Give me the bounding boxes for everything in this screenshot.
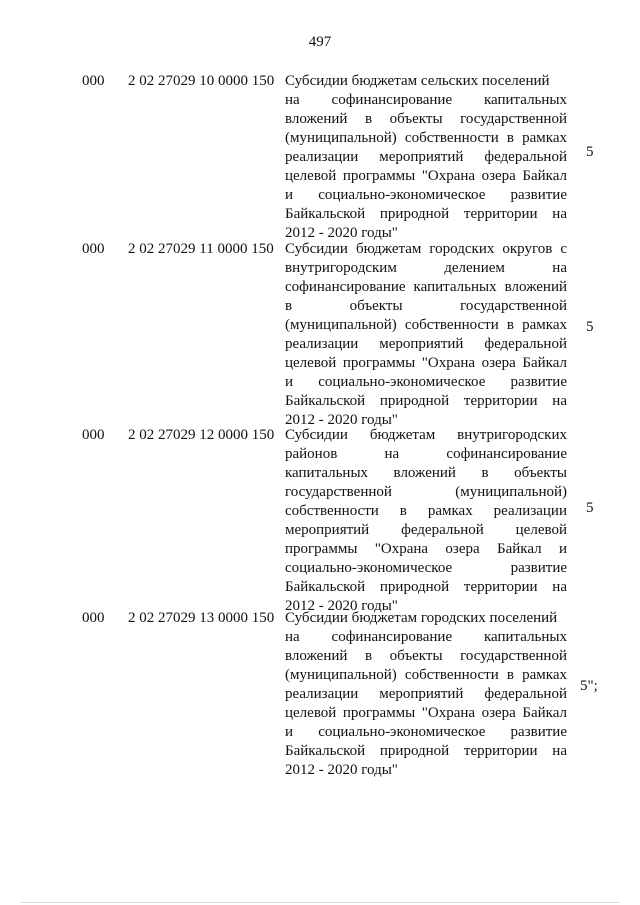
- description-line: государственной (муниципальной): [285, 484, 567, 500]
- income-description: [285, 609, 567, 780]
- description-line: вложений в объекты государственной: [285, 648, 567, 664]
- admin-code: 000: [82, 610, 105, 626]
- budget-classification-code: 2 02 27029 10 0000 150: [128, 73, 275, 89]
- description-line: Субсидии бюджетам городских поселений: [285, 610, 558, 626]
- description-line: софинансирование капитальных вложений: [285, 279, 567, 295]
- description-line: капитальных вложений в объекты: [285, 465, 567, 481]
- description-line: собственности в рамках реализации: [285, 503, 567, 519]
- description-line: Байкальской природной территории на: [285, 579, 567, 595]
- description-line: целевой программы "Охрана озера Байкал: [285, 168, 567, 184]
- description-line: реализации мероприятий федеральной: [285, 336, 567, 352]
- amount-value: 5: [586, 144, 594, 160]
- amount-value: 5: [586, 319, 594, 335]
- description-line: 2012 - 2020 годы": [285, 412, 398, 428]
- table-row: [0, 426, 640, 616]
- description-line: и социально-экономическое развитие: [285, 724, 567, 740]
- amount-value: 5: [586, 500, 594, 516]
- income-description: [285, 426, 567, 616]
- description-line: Субсидии бюджетам сельских поселений: [285, 73, 550, 89]
- description-line: Байкальской природной территории на: [285, 206, 567, 222]
- description-line: и социально-экономическое развитие: [285, 187, 567, 203]
- page-edge-divider: [20, 902, 620, 903]
- description-line: в объекты государственной: [285, 298, 567, 314]
- description-line: реализации мероприятий федеральной: [285, 686, 567, 702]
- amount-value: 5";: [580, 678, 598, 694]
- description-line: (муниципальной) собственности в рамках: [285, 667, 567, 683]
- description-line: целевой программы "Охрана озера Байкал: [285, 705, 567, 721]
- description-line: вложений в объекты государственной: [285, 111, 567, 127]
- description-line: Субсидии бюджетам внутригородских: [285, 427, 567, 443]
- table-row: [0, 72, 640, 252]
- description-line: Байкальской природной территории на: [285, 743, 567, 759]
- description-line: целевой программы "Охрана озера Байкал: [285, 355, 567, 371]
- description-line: районов на софинансирование: [285, 446, 567, 462]
- admin-code: 000: [82, 427, 105, 443]
- budget-classification-code: 2 02 27029 11 0000 150: [128, 241, 274, 257]
- description-line: на софинансирование капитальных: [285, 92, 567, 108]
- description-line: социально-экономическое развитие: [285, 560, 567, 576]
- income-description: [285, 240, 567, 430]
- description-line: (муниципальной) собственности в рамках: [285, 130, 567, 146]
- description-line: на софинансирование капитальных: [285, 629, 567, 645]
- income-description: [285, 72, 567, 243]
- page-number: 497: [308, 34, 332, 50]
- description-line: реализации мероприятий федеральной: [285, 149, 567, 165]
- table-row: [0, 609, 640, 789]
- description-line: 2012 - 2020 годы": [285, 225, 398, 241]
- description-line: Субсидии бюджетам городских округов с: [285, 241, 567, 257]
- description-line: и социально-экономическое развитие: [285, 374, 567, 390]
- budget-classification-code: 2 02 27029 12 0000 150: [128, 427, 275, 443]
- description-line: (муниципальной) собственности в рамках: [285, 317, 567, 333]
- description-line: мероприятий федеральной целевой: [285, 522, 567, 538]
- admin-code: 000: [82, 73, 105, 89]
- budget-classification-code: 2 02 27029 13 0000 150: [128, 610, 275, 626]
- description-line: внутригородским делением на: [285, 260, 567, 276]
- table-row: [0, 240, 640, 430]
- admin-code: 000: [82, 241, 105, 257]
- description-line: программы "Охрана озера Байкал и: [285, 541, 567, 557]
- description-line: 2012 - 2020 годы": [285, 598, 398, 614]
- description-line: Байкальской природной территории на: [285, 393, 567, 409]
- description-line: 2012 - 2020 годы": [285, 762, 398, 778]
